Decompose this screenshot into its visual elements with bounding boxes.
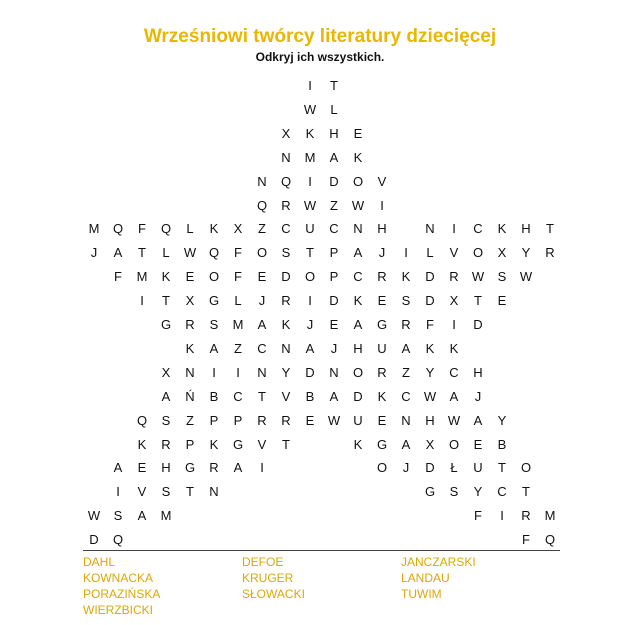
grid-letter[interactable]: N xyxy=(353,221,363,237)
grid-letter[interactable]: G xyxy=(160,317,172,332)
grid-letter[interactable]: O xyxy=(352,364,364,380)
grid-letter[interactable]: V xyxy=(449,245,459,261)
grid-letter[interactable]: U xyxy=(473,460,483,476)
grid-letter[interactable]: D xyxy=(425,293,435,309)
grid-letter[interactable]: T xyxy=(282,436,290,452)
grid-letter[interactable]: R xyxy=(401,317,411,332)
grid-letter[interactable]: F xyxy=(426,317,434,332)
grid-letter[interactable]: A xyxy=(329,149,339,165)
grid-letter[interactable]: R xyxy=(521,508,531,524)
grid-letter[interactable]: C xyxy=(281,221,291,237)
grid-letter[interactable]: S xyxy=(209,317,219,332)
grid-letter[interactable]: R xyxy=(377,364,387,380)
grid-letter[interactable]: K xyxy=(305,125,315,141)
grid-letter[interactable]: H xyxy=(353,340,363,356)
grid-letter[interactable]: Y xyxy=(281,364,291,380)
grid-letter[interactable]: I xyxy=(212,364,216,380)
grid-letter[interactable]: E xyxy=(377,412,387,428)
grid-letter[interactable]: T xyxy=(162,293,170,309)
grid-letter[interactable]: T xyxy=(498,460,506,476)
grid-letter[interactable]: F xyxy=(138,221,146,237)
grid-row xyxy=(82,196,562,216)
grid-letter[interactable]: S xyxy=(281,245,291,261)
grid-row xyxy=(82,339,562,359)
grid-letter[interactable]: M xyxy=(160,508,172,524)
grid-letter[interactable]: X xyxy=(185,293,195,309)
grid-letter[interactable]: E xyxy=(137,460,147,476)
grid-letter[interactable]: W xyxy=(183,245,197,261)
grid-letter[interactable]: E xyxy=(497,293,507,309)
grid-letter[interactable]: Y xyxy=(521,245,531,261)
grid-letter[interactable]: A xyxy=(305,340,315,356)
grid-letter[interactable]: R xyxy=(281,197,291,213)
grid-letter[interactable]: F xyxy=(234,245,242,261)
grid-letter[interactable]: A xyxy=(449,388,459,404)
grid-letter[interactable]: A xyxy=(401,436,411,452)
grid-letter[interactable]: I xyxy=(260,460,264,476)
grid-letter[interactable]: Ń xyxy=(185,388,195,404)
grid-letter[interactable]: K xyxy=(209,436,219,452)
grid-letter[interactable]: I xyxy=(308,293,312,309)
grid-letter[interactable]: N xyxy=(425,221,435,237)
grid-letter[interactable]: U xyxy=(353,412,363,428)
grid-letter[interactable]: D xyxy=(329,173,339,189)
grid-letter[interactable]: X xyxy=(281,125,291,141)
grid-letter[interactable]: I xyxy=(380,197,384,213)
grid-letter[interactable]: S xyxy=(401,293,411,309)
puzzle-title: Wrześniowi twórcy literatury dziecięcej xyxy=(143,26,497,47)
grid-letter[interactable]: F xyxy=(522,532,530,548)
grid-letter[interactable]: A xyxy=(353,245,363,261)
grid-letter[interactable]: K xyxy=(449,340,459,356)
grid-letter[interactable]: X xyxy=(233,221,243,237)
grid-letter[interactable]: L xyxy=(234,293,242,309)
grid-letter[interactable]: X xyxy=(449,293,459,309)
grid-row xyxy=(82,124,562,144)
grid-letter[interactable]: N xyxy=(257,173,267,189)
grid-letter[interactable]: A xyxy=(353,317,363,332)
grid-letter[interactable]: L xyxy=(186,221,194,237)
grid-letter[interactable]: J xyxy=(402,460,410,476)
grid-row xyxy=(82,458,562,478)
grid-letter[interactable]: S xyxy=(161,484,171,500)
grid-letter[interactable]: A xyxy=(257,317,267,332)
grid-row xyxy=(82,100,562,120)
grid-letter[interactable]: C xyxy=(449,364,459,380)
grid-letter[interactable]: E xyxy=(353,125,363,141)
grid-letter[interactable]: Z xyxy=(330,197,338,213)
grid-letter[interactable]: T xyxy=(522,484,530,500)
grid-letter[interactable]: E xyxy=(473,436,483,452)
grid-letter[interactable]: B xyxy=(209,388,219,404)
grid-letter[interactable]: O xyxy=(256,245,268,261)
grid-row xyxy=(82,243,562,263)
grid-letter[interactable]: W xyxy=(447,412,461,428)
grid-letter[interactable]: V xyxy=(257,436,267,452)
grid-letter[interactable]: D xyxy=(281,269,291,285)
grid-letter[interactable]: C xyxy=(329,221,339,237)
grid-letter[interactable]: G xyxy=(376,317,388,332)
grid-letter[interactable]: I xyxy=(308,173,312,189)
grid-letter[interactable]: O xyxy=(520,460,532,476)
grid-row xyxy=(82,219,562,239)
grid-letter[interactable]: C xyxy=(497,484,507,500)
grid-letter[interactable]: W xyxy=(327,412,341,428)
grid-letter[interactable]: T xyxy=(546,221,554,237)
grid-letter[interactable]: G xyxy=(208,293,220,309)
grid-letter[interactable]: Y xyxy=(425,364,435,380)
grid-letter[interactable]: R xyxy=(161,436,171,452)
grid-letter[interactable]: S xyxy=(113,508,123,524)
grid-letter[interactable]: V xyxy=(281,388,291,404)
word-list-item: PORAZIŃSKA xyxy=(83,587,161,601)
word-list-item: LANDAU xyxy=(401,571,450,585)
grid-letter[interactable]: Z xyxy=(234,340,242,356)
grid-letter[interactable]: M xyxy=(304,149,316,165)
grid-letter[interactable]: R xyxy=(281,293,291,309)
grid-letter[interactable]: X xyxy=(161,364,171,380)
grid-row xyxy=(82,411,562,431)
grid-letter[interactable]: J xyxy=(330,340,338,356)
grid-letter[interactable]: Y xyxy=(497,412,507,428)
grid-letter[interactable]: W xyxy=(351,197,365,213)
grid-letter[interactable]: H xyxy=(473,364,483,380)
grid-letter[interactable]: R xyxy=(377,269,387,285)
grid-letter[interactable]: T xyxy=(186,484,194,500)
grid-letter[interactable]: C xyxy=(353,269,363,285)
grid-letter[interactable]: E xyxy=(257,269,267,285)
grid-letter[interactable]: C xyxy=(473,221,483,237)
grid-letter[interactable]: Z xyxy=(258,221,266,237)
grid-letter[interactable]: D xyxy=(329,293,339,309)
grid-letter[interactable]: I xyxy=(500,508,504,524)
grid-letter[interactable]: E xyxy=(329,317,339,332)
grid-letter[interactable]: G xyxy=(184,460,196,476)
grid-letter[interactable]: A xyxy=(401,340,411,356)
grid-letter[interactable]: K xyxy=(353,293,363,309)
grid-letter[interactable]: K xyxy=(137,436,147,452)
grid-letter[interactable]: K xyxy=(353,436,363,452)
grid-letter[interactable]: R xyxy=(545,245,555,261)
grid-letter[interactable]: S xyxy=(161,412,171,428)
grid-letter[interactable]: L xyxy=(426,245,434,261)
grid-letter[interactable]: T xyxy=(138,245,146,261)
grid-letter[interactable]: F xyxy=(234,269,242,285)
grid-letter[interactable]: G xyxy=(424,484,436,500)
grid-letter[interactable]: I xyxy=(308,78,312,93)
word-list-item: DEFOE xyxy=(242,555,284,569)
grid-letter[interactable]: K xyxy=(353,149,363,165)
grid-letter[interactable]: O xyxy=(376,460,388,476)
word-list-item: DAHL xyxy=(83,555,116,569)
grid-letter[interactable]: R xyxy=(209,460,219,476)
grid-letter[interactable]: J xyxy=(378,245,386,261)
grid-letter[interactable]: M xyxy=(232,317,244,332)
grid-letter[interactable]: D xyxy=(425,460,435,476)
grid-letter[interactable]: K xyxy=(401,269,411,285)
grid-letter[interactable]: Ł xyxy=(450,460,458,476)
grid-letter[interactable]: W xyxy=(303,101,317,117)
grid-letter[interactable]: Q xyxy=(280,173,292,189)
grid-letter[interactable]: S xyxy=(449,484,459,500)
word-list-item: JANCZARSKI xyxy=(401,555,476,569)
grid-row xyxy=(82,530,562,550)
grid-letter[interactable]: C xyxy=(233,388,243,404)
grid-letter[interactable]: J xyxy=(258,293,266,309)
grid-letter[interactable]: J xyxy=(474,388,482,404)
grid-letter[interactable]: I xyxy=(236,364,240,380)
grid-letter[interactable]: H xyxy=(425,412,435,428)
grid-row xyxy=(82,482,562,502)
grid-letter[interactable]: M xyxy=(136,269,148,285)
grid-letter[interactable]: A xyxy=(113,245,123,261)
grid-letter[interactable]: O xyxy=(448,436,460,452)
divider xyxy=(83,550,560,551)
grid-letter[interactable]: P xyxy=(329,269,339,285)
grid-letter[interactable]: I xyxy=(404,245,408,261)
grid-letter[interactable]: J xyxy=(306,317,314,332)
grid-letter[interactable]: A xyxy=(137,508,147,524)
grid-letter[interactable]: F xyxy=(114,269,122,285)
grid-letter[interactable]: G xyxy=(232,436,244,452)
grid-letter[interactable]: U xyxy=(377,340,387,356)
grid-letter[interactable]: O xyxy=(304,269,316,285)
grid-letter[interactable]: Q xyxy=(544,532,556,548)
grid-letter[interactable]: P xyxy=(185,436,195,452)
grid-letter[interactable]: R xyxy=(281,412,291,428)
grid-letter[interactable]: D xyxy=(425,269,435,285)
grid-letter[interactable]: D xyxy=(473,317,483,332)
grid-letter[interactable]: H xyxy=(377,221,387,237)
grid-letter[interactable]: Q xyxy=(208,245,220,261)
grid-letter[interactable]: M xyxy=(88,221,100,237)
grid-letter[interactable]: I xyxy=(116,484,120,500)
grid-letter[interactable]: N xyxy=(401,412,411,428)
grid-row xyxy=(82,267,562,287)
grid-letter[interactable]: C xyxy=(401,388,411,404)
grid-letter[interactable]: A xyxy=(233,460,243,476)
grid-letter[interactable]: Q xyxy=(256,197,268,213)
grid-letter[interactable]: O xyxy=(472,245,484,261)
grid-row xyxy=(82,387,562,407)
word-list-item: KOWNACKA xyxy=(83,571,154,585)
grid-letter[interactable]: Q xyxy=(136,412,148,428)
grid-letter[interactable]: P xyxy=(329,245,339,261)
grid-letter[interactable]: H xyxy=(161,460,171,476)
grid-letter[interactable]: N xyxy=(257,364,267,380)
grid-letter[interactable]: O xyxy=(208,269,220,285)
grid-letter[interactable]: Z xyxy=(402,364,410,380)
grid-letter[interactable]: A xyxy=(473,412,483,428)
grid-letter[interactable]: W xyxy=(303,197,317,213)
grid-letter[interactable]: Q xyxy=(112,221,124,237)
grid-letter[interactable]: T xyxy=(258,388,266,404)
grid-letter[interactable]: V xyxy=(137,484,147,500)
grid-letter[interactable]: R xyxy=(449,269,459,285)
grid-letter[interactable]: A xyxy=(209,340,219,356)
grid-letter[interactable]: I xyxy=(452,221,456,237)
word-list-item: SŁOWACKI xyxy=(242,587,305,601)
grid-letter[interactable]: N xyxy=(329,364,339,380)
grid-letter[interactable]: T xyxy=(474,293,482,309)
grid-row xyxy=(82,76,562,96)
grid-letter[interactable]: G xyxy=(376,436,388,452)
grid-row xyxy=(82,172,562,192)
grid-row xyxy=(82,435,562,455)
grid-letter[interactable]: D xyxy=(353,388,363,404)
grid-letter[interactable]: I xyxy=(452,317,456,332)
grid-letter[interactable]: D xyxy=(305,364,315,380)
grid-letter[interactable]: V xyxy=(377,173,387,189)
grid-letter[interactable]: X xyxy=(497,245,507,261)
grid-letter[interactable]: Q xyxy=(112,532,124,548)
grid-letter[interactable]: J xyxy=(90,245,98,261)
grid-letter[interactable]: K xyxy=(425,340,435,356)
grid-letter[interactable]: W xyxy=(87,508,101,524)
word-list-item: KRUGER xyxy=(242,571,294,585)
grid-letter[interactable]: E xyxy=(377,293,387,309)
grid-row xyxy=(82,363,562,383)
grid-letter[interactable]: E xyxy=(185,269,195,285)
grid-letter[interactable]: L xyxy=(162,245,170,261)
grid-letter[interactable]: N xyxy=(281,340,291,356)
grid-letter[interactable]: T xyxy=(306,245,314,261)
puzzle-subtitle: Odkryj ich wszystkich. xyxy=(255,50,385,64)
grid-letter[interactable]: W xyxy=(519,269,533,285)
grid-letter[interactable]: U xyxy=(305,221,315,237)
grid-letter[interactable]: N xyxy=(185,364,195,380)
grid-letter[interactable]: S xyxy=(497,269,507,285)
word-list-item: WIERZBICKI xyxy=(83,603,154,617)
grid-letter[interactable]: F xyxy=(474,508,482,524)
grid-letter[interactable]: P xyxy=(209,412,219,428)
grid-letter[interactable]: W xyxy=(471,269,485,285)
grid-letter[interactable]: R xyxy=(185,317,195,332)
grid-letter[interactable]: E xyxy=(305,412,315,428)
grid-letter[interactable]: C xyxy=(257,340,267,356)
grid-letter[interactable]: K xyxy=(377,388,387,404)
grid-letter[interactable]: W xyxy=(423,388,437,404)
grid-letter[interactable]: Q xyxy=(160,221,172,237)
grid-letter[interactable]: K xyxy=(497,221,507,237)
grid-letter[interactable]: L xyxy=(330,101,338,117)
grid-letter[interactable]: T xyxy=(330,78,338,93)
grid-letter[interactable]: B xyxy=(497,436,507,452)
grid-letter[interactable]: D xyxy=(89,532,99,548)
grid-letter[interactable]: N xyxy=(281,149,291,165)
grid-letter[interactable]: Z xyxy=(186,412,194,428)
grid-letter[interactable]: O xyxy=(352,173,364,189)
grid-letter[interactable]: R xyxy=(257,412,267,428)
grid-letter[interactable]: A xyxy=(329,388,339,404)
grid-letter[interactable]: M xyxy=(544,508,556,524)
grid-letter[interactable]: K xyxy=(209,221,219,237)
grid-letter[interactable]: Y xyxy=(473,484,483,500)
grid-letter[interactable]: K xyxy=(281,317,291,332)
grid-letter[interactable]: H xyxy=(521,221,531,237)
grid-letter[interactable]: N xyxy=(209,484,219,500)
grid-letter[interactable]: K xyxy=(185,340,195,356)
grid-letter[interactable]: P xyxy=(233,412,243,428)
grid-letter[interactable]: I xyxy=(140,293,144,309)
grid-letter[interactable]: X xyxy=(425,436,435,452)
grid-row xyxy=(82,148,562,168)
grid-row xyxy=(82,291,562,311)
grid-letter[interactable]: H xyxy=(329,125,339,141)
grid-letter[interactable]: A xyxy=(113,460,123,476)
grid-row xyxy=(82,506,562,526)
grid-letter[interactable]: B xyxy=(305,388,315,404)
word-list-item: TUWIM xyxy=(401,587,442,601)
grid-row xyxy=(82,315,562,335)
grid-letter[interactable]: A xyxy=(161,388,171,404)
grid-letter[interactable]: K xyxy=(161,269,171,285)
